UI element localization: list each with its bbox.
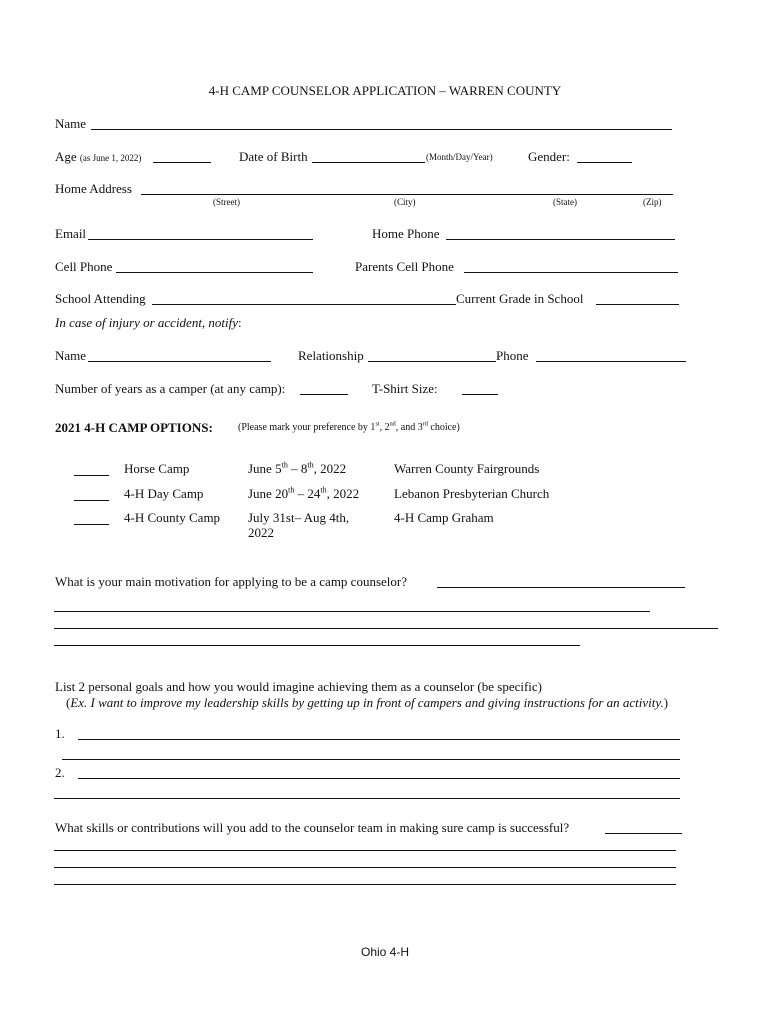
city-caption: (City) [394, 197, 416, 207]
grade-label: Current Grade in School [456, 291, 584, 306]
name-field[interactable] [91, 129, 672, 130]
email-label: Email [55, 226, 87, 241]
relationship-label: Relationship [298, 348, 364, 363]
emergency-phone-label: Phone [496, 348, 529, 363]
age-note: (as June 1, 2022) [79, 153, 142, 163]
horse-camp-preference-field[interactable] [74, 475, 109, 476]
cell-phone-field[interactable] [116, 272, 313, 273]
emergency-note: In case of injury or accident, notify: [55, 315, 242, 330]
county-camp-preference-field[interactable] [74, 524, 109, 525]
street-caption: (Street) [213, 197, 240, 207]
skills-answer-line-2[interactable] [54, 850, 676, 851]
school-field[interactable] [152, 304, 456, 305]
goal-2-answer-line-1[interactable] [78, 778, 680, 779]
motivation-question: What is your main motivation for applying to be a camp counselor? [55, 574, 407, 589]
dob-label: Date of Birth [239, 149, 308, 164]
footer: Ohio 4-H [360, 945, 410, 959]
goal-1-answer-line-1[interactable] [78, 739, 680, 740]
emergency-name-field[interactable] [88, 361, 271, 362]
day-camp-preference-field[interactable] [74, 500, 109, 501]
camp-name: 4-H County Camp [124, 510, 221, 525]
grade-field[interactable] [596, 304, 679, 305]
goal-2-answer-line-2[interactable] [54, 798, 680, 799]
camp-options-instruction: (Please mark your preference by 1st, 2nd, and 3rd choice) [238, 420, 460, 433]
years-camper-label: Number of years as a camper (at any camp): [55, 381, 286, 396]
camp-location: Lebanon Presbyterian Church [394, 486, 550, 501]
camp-name: 4-H Day Camp [124, 486, 204, 501]
years-camper-field[interactable] [300, 394, 348, 395]
skills-question: What skills or contributions will you add to the counselor team in making sure camp is successful? [55, 820, 570, 835]
goal-2-number: 2. [55, 765, 65, 780]
home-address-field[interactable] [141, 194, 673, 195]
skills-answer-line-4[interactable] [54, 884, 676, 885]
dob-format: (Month/Day/Year) [426, 152, 493, 162]
relationship-field[interactable] [368, 361, 496, 362]
cell-phone-label: Cell Phone [55, 259, 113, 274]
home-phone-field[interactable] [446, 239, 675, 240]
goals-example: (Ex. I want to improve my leadership skills by getting up in front of campers and giving instructions for an activity.) [66, 695, 669, 710]
name-label: Name [55, 116, 87, 131]
tshirt-label: T-Shirt Size: [372, 381, 438, 396]
skills-answer-line-3[interactable] [54, 867, 676, 868]
emergency-name-label: Name [55, 348, 87, 363]
page-title: 4-H CAMP COUNSELOR APPLICATION – WARREN COUNTY [208, 83, 562, 98]
age-field[interactable] [153, 162, 211, 163]
emergency-phone-field[interactable] [536, 361, 686, 362]
email-field[interactable] [88, 239, 313, 240]
camp-dates: June 5th – 8th, 2022 [248, 460, 347, 476]
camp-dates-year: 2022 [248, 525, 274, 540]
parents-cell-field[interactable] [464, 272, 678, 273]
goals-question: List 2 personal goals and how you would imagine achieving them as a counselor (be specific) [55, 679, 543, 694]
zip-caption: (Zip) [643, 197, 662, 207]
gender-field[interactable] [577, 162, 632, 163]
camp-location: Warren County Fairgrounds [394, 461, 540, 476]
camp-location: 4-H Camp Graham [394, 510, 494, 525]
age-label: Age (as June 1, 2022) [55, 149, 142, 164]
dob-field[interactable] [312, 162, 425, 163]
camp-name: Horse Camp [124, 461, 190, 476]
motivation-answer-line-4[interactable] [54, 645, 580, 646]
motivation-answer-line-2[interactable] [54, 611, 650, 612]
school-label: School Attending [55, 291, 146, 306]
home-phone-label: Home Phone [372, 226, 440, 241]
tshirt-field[interactable] [462, 394, 498, 395]
goal-1-answer-line-2[interactable] [62, 759, 680, 760]
gender-label: Gender: [528, 149, 570, 164]
camp-options-heading: 2021 4-H CAMP OPTIONS: [55, 420, 213, 435]
motivation-answer-line-1[interactable] [437, 587, 685, 588]
parents-cell-label: Parents Cell Phone [355, 259, 454, 274]
camp-dates: June 20th – 24th, 2022 [248, 485, 360, 501]
home-address-label: Home Address [55, 181, 132, 196]
camp-dates: July 31st– Aug 4th, [248, 510, 350, 525]
state-caption: (State) [553, 197, 577, 207]
goal-1-number: 1. [55, 726, 65, 741]
motivation-answer-line-3[interactable] [54, 628, 718, 629]
skills-answer-line-1[interactable] [605, 833, 682, 834]
